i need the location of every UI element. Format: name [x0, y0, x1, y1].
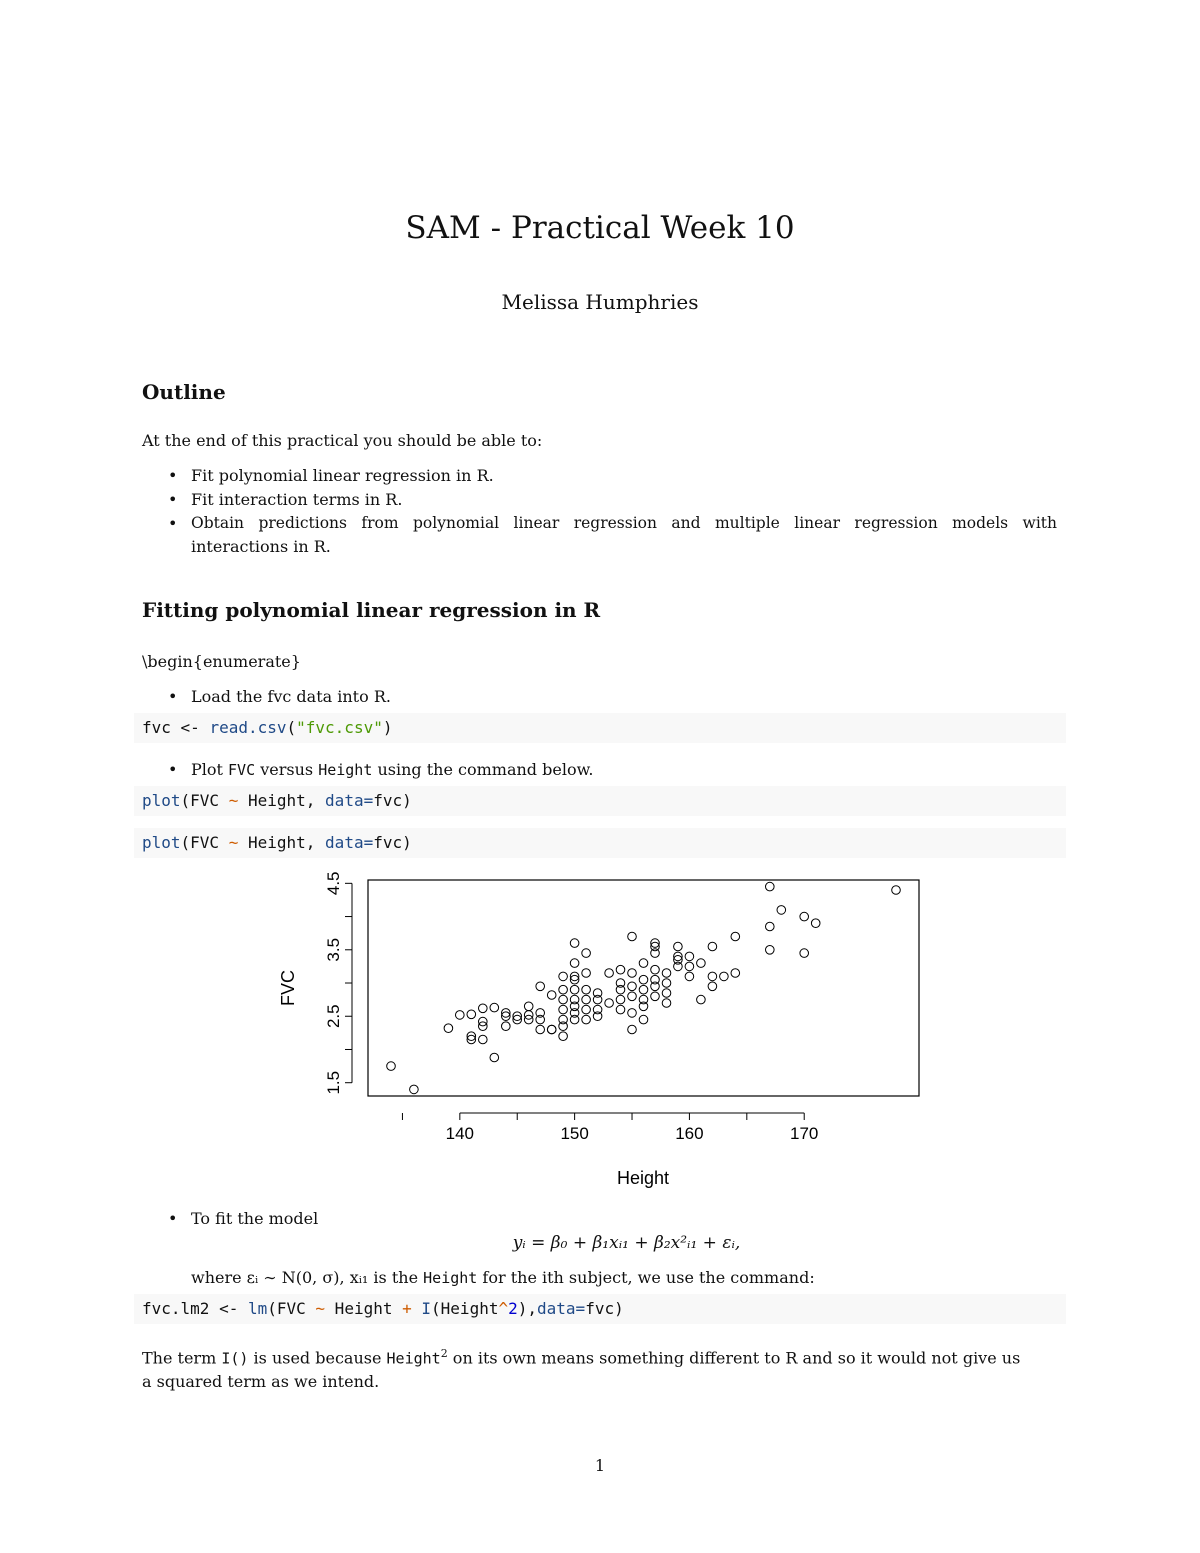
data-point — [559, 995, 568, 1004]
data-point — [593, 995, 602, 1004]
data-point — [536, 982, 545, 991]
data-point — [502, 1022, 511, 1031]
data-point — [582, 949, 591, 958]
data-point — [708, 972, 717, 981]
data-point — [628, 1025, 637, 1034]
data-point — [547, 1025, 556, 1034]
data-points — [387, 882, 901, 1093]
bullet-icon: • — [168, 466, 178, 485]
data-point — [628, 932, 637, 941]
y-axis-label: FVC — [278, 970, 298, 1006]
data-point — [662, 979, 671, 988]
data-point — [536, 1015, 545, 1024]
data-point — [651, 982, 660, 991]
x-axis-label: Height — [616, 1168, 670, 1188]
data-point — [892, 886, 901, 895]
data-point — [616, 985, 625, 994]
data-point — [685, 962, 694, 971]
data-point — [582, 969, 591, 978]
bullet-icon: • — [168, 514, 178, 533]
data-point — [674, 962, 683, 971]
scatter-plot — [0, 860, 1200, 1200]
data-point — [570, 985, 579, 994]
data-point — [639, 975, 648, 984]
data-point — [605, 999, 614, 1008]
data-point — [582, 1015, 591, 1024]
code-block: fvc <- read.csv("fvc.csv") — [134, 713, 1066, 743]
code-block: plot(FVC ~ Height, data=fvc) — [134, 786, 1066, 816]
x-tick-label: 150 — [560, 1124, 589, 1143]
data-point — [639, 1002, 648, 1011]
data-point — [582, 1005, 591, 1014]
data-point — [685, 972, 694, 981]
data-point — [811, 919, 820, 928]
data-point — [387, 1062, 396, 1071]
data-point — [800, 912, 809, 921]
y-tick-label: 4.5 — [324, 871, 343, 896]
data-point — [582, 995, 591, 1004]
data-point — [570, 1015, 579, 1024]
data-point — [559, 985, 568, 994]
data-point — [593, 1012, 602, 1021]
data-point — [490, 1003, 499, 1012]
y-tick-label: 2.5 — [324, 1004, 343, 1029]
model-formula: yᵢ = β₀ + β₁xᵢ₁ + β₂x²ᵢ₁ + εᵢ, — [512, 1233, 741, 1253]
page-title: SAM - Practical Week 10 — [405, 210, 795, 246]
data-point — [479, 1035, 488, 1044]
bullet-icon: • — [168, 490, 178, 509]
data-point — [628, 982, 637, 991]
data-point — [628, 1009, 637, 1018]
data-point — [570, 959, 579, 968]
data-point — [570, 939, 579, 948]
data-point — [639, 985, 648, 994]
y-tick-label: 1.5 — [324, 1070, 343, 1095]
plot-frame — [368, 880, 919, 1096]
data-point — [582, 985, 591, 994]
outline-heading: Outline — [142, 380, 226, 404]
data-point — [720, 972, 729, 981]
page-number: 1 — [594, 1456, 606, 1475]
data-point — [651, 949, 660, 958]
data-point — [766, 882, 775, 891]
data-point — [628, 969, 637, 978]
data-point — [697, 959, 706, 968]
data-point — [605, 969, 614, 978]
data-point — [559, 1032, 568, 1041]
data-point — [536, 1025, 545, 1034]
author-name: Melissa Humphries — [501, 290, 699, 314]
bullet-icon: • — [168, 760, 178, 779]
y-axis — [324, 872, 352, 1095]
x-axis — [402, 1113, 818, 1143]
data-point — [766, 946, 775, 955]
data-point — [490, 1053, 499, 1062]
data-point — [639, 1015, 648, 1024]
data-point — [547, 991, 556, 1000]
data-point — [685, 952, 694, 961]
y-tick-label: 3.5 — [324, 937, 343, 962]
data-point — [662, 989, 671, 998]
data-point — [651, 992, 660, 1001]
data-point — [651, 965, 660, 974]
data-point — [559, 1005, 568, 1014]
code-block: fvc.lm2 <- lm(FVC ~ Height + I(Height^2),data=fvc) — [134, 1294, 1066, 1324]
code-block: plot(FVC ~ Height, data=fvc) — [134, 828, 1066, 858]
data-point — [662, 999, 671, 1008]
data-point — [639, 959, 648, 968]
bullet-icon: • — [168, 1209, 178, 1228]
data-point — [616, 965, 625, 974]
x-tick-label: 140 — [445, 1124, 475, 1143]
x-tick-label: 170 — [790, 1124, 819, 1143]
data-point — [559, 1022, 568, 1031]
section-heading: Fitting polynomial linear regression in R — [142, 598, 601, 622]
data-point — [697, 995, 706, 1004]
outline-intro: At the end of this practical you should be able to: — [142, 431, 543, 450]
data-point — [410, 1085, 419, 1094]
data-point — [628, 992, 637, 1001]
bullet-icon: • — [168, 687, 178, 706]
data-point — [766, 922, 775, 931]
data-point — [731, 969, 740, 978]
where-text: where εᵢ ∼ N(0, σ), xᵢ₁ is the Height for the ith subject, we use the command: — [191, 1268, 815, 1287]
begin-enumerate-text: \begin{enumerate} — [142, 652, 301, 671]
data-point — [456, 1011, 465, 1020]
data-point — [616, 995, 625, 1004]
x-tick-label: 160 — [675, 1124, 704, 1143]
data-point — [616, 1005, 625, 1014]
data-point — [674, 942, 683, 951]
data-point — [524, 1002, 533, 1011]
data-point — [559, 972, 568, 981]
data-point — [800, 949, 809, 958]
data-point — [777, 906, 786, 915]
data-point — [479, 1004, 488, 1013]
closing-paragraph: The term I() is used because Height$^2$ on its own means something different to R and so it would not give us a squared term as we intend. — [142, 1347, 1021, 1392]
data-point — [731, 932, 740, 941]
data-point — [467, 1010, 476, 1019]
data-point — [708, 982, 717, 991]
data-point — [708, 942, 717, 951]
data-point — [444, 1024, 453, 1033]
data-point — [662, 969, 671, 978]
